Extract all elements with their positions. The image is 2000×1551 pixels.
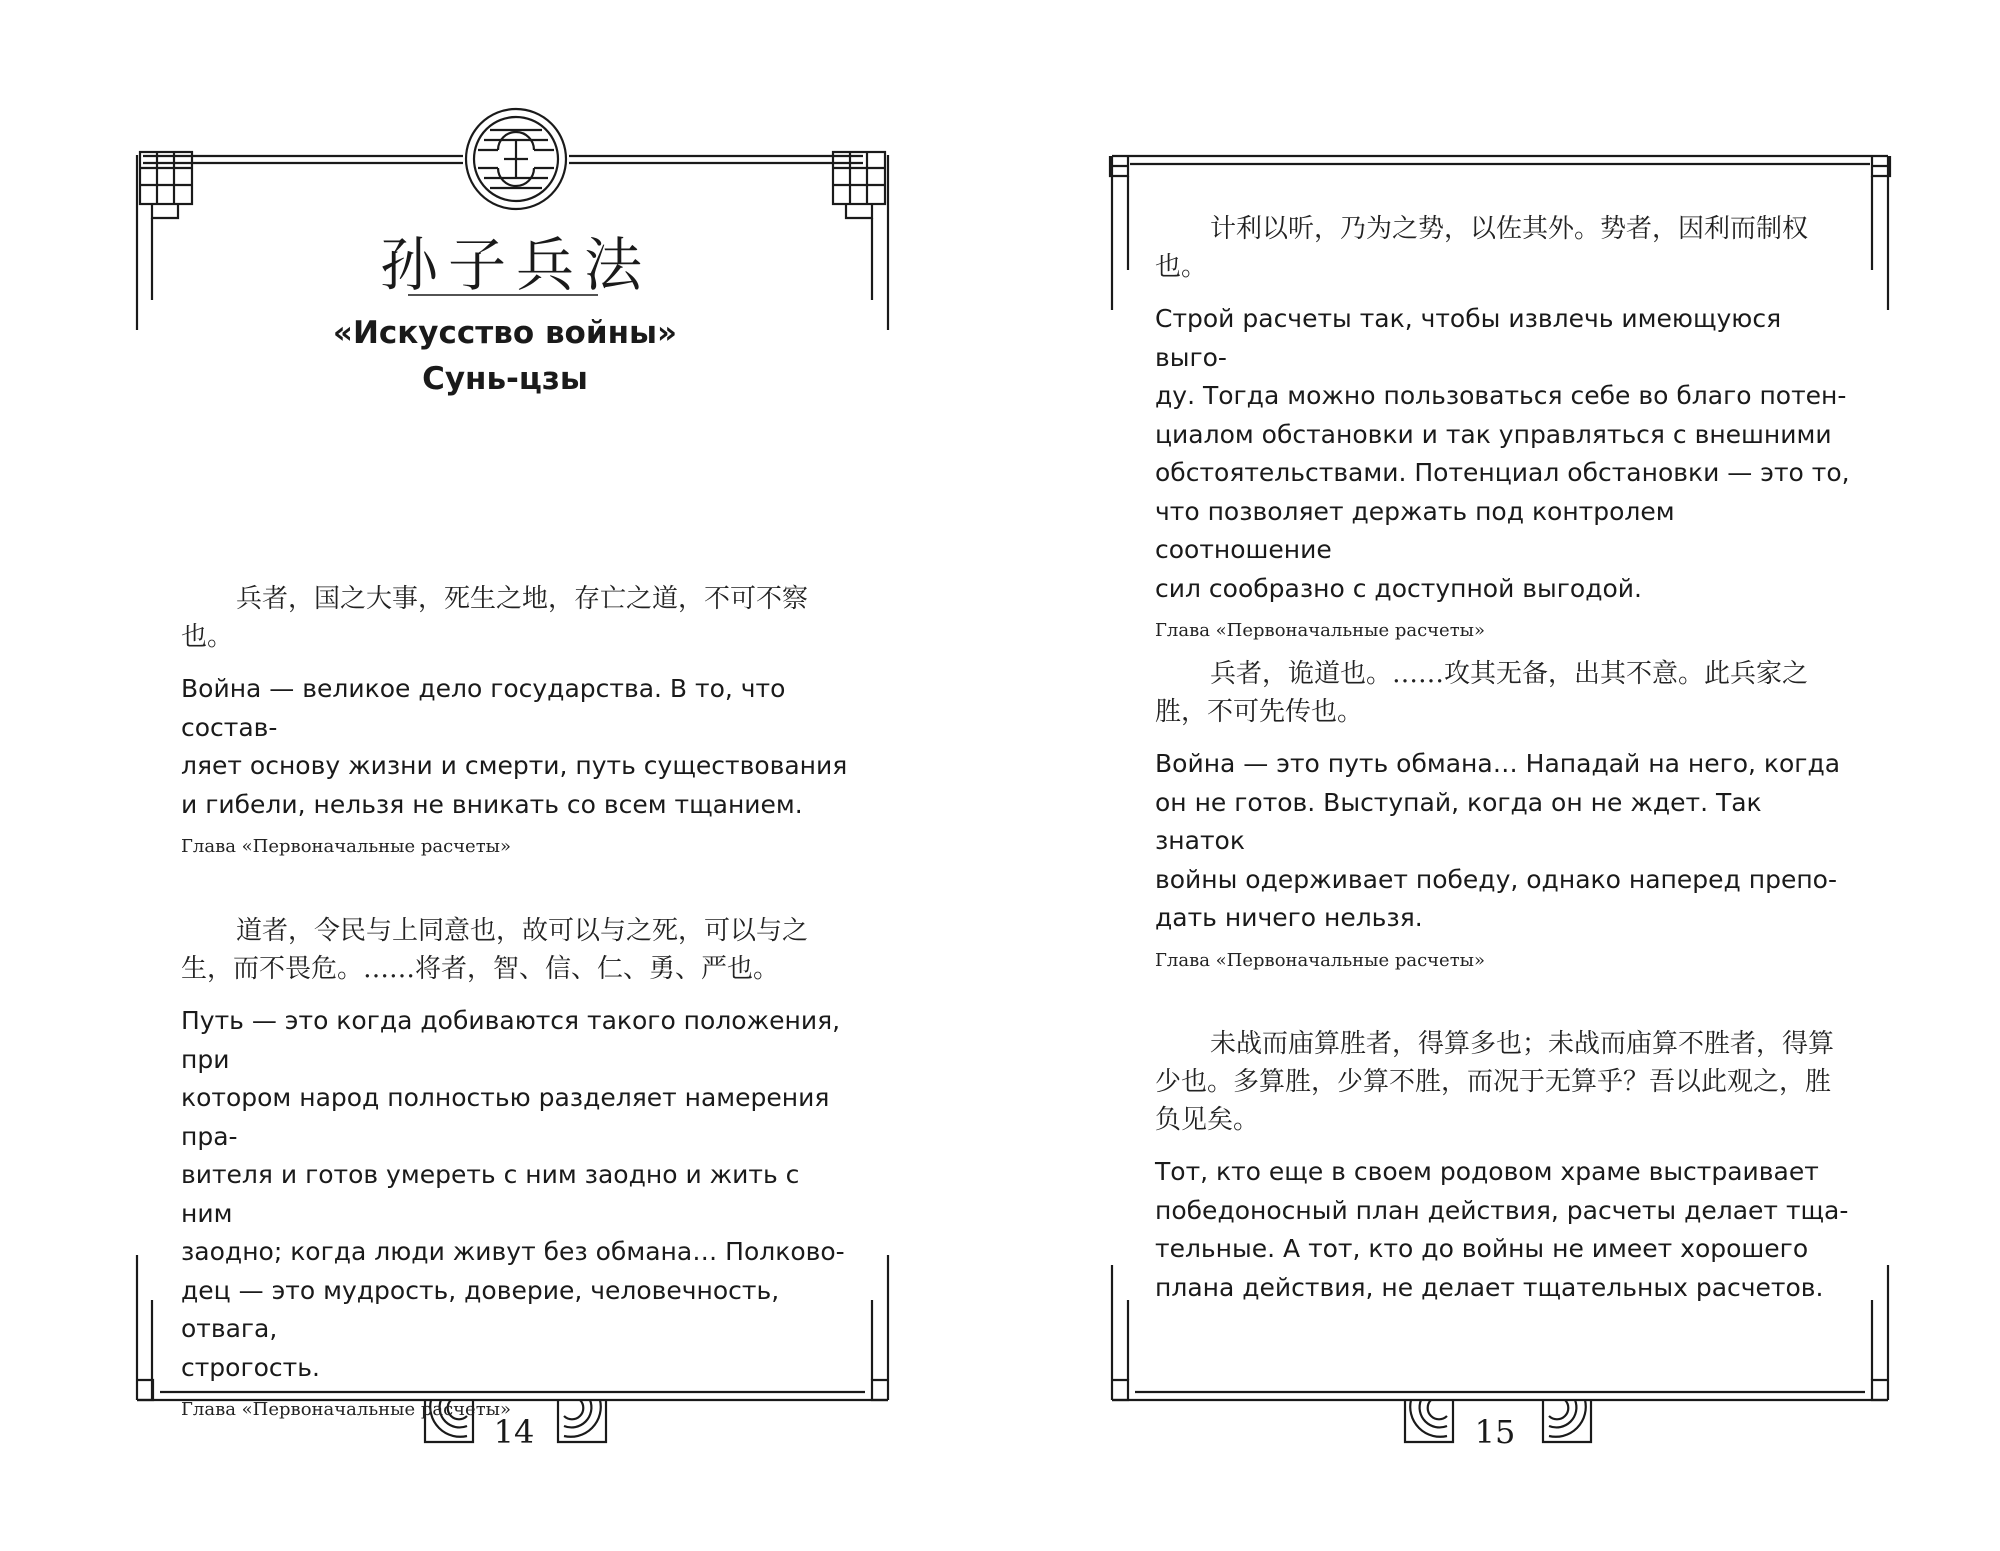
translation-line: Война — это путь обмана… Нападай на него, когда xyxy=(1155,749,1841,778)
quote-source: Глава «Первоначальные расчеты» xyxy=(1155,949,1486,971)
chinese-quote: 计利以听，乃为之势，以佐其外。势者，因利而制权也。 xyxy=(1155,214,1809,282)
quote-source: Глава «Первоначальные расчеты» xyxy=(1155,620,1486,641)
page-number: 15 xyxy=(1474,1413,1516,1451)
russian-translation xyxy=(1155,300,1855,608)
translation-line: дец — это мудрость, доверие, человечность, отвага, xyxy=(181,1275,780,1343)
quote-source: Глава «Первоначальные расчеты» xyxy=(181,836,512,857)
right-page xyxy=(1000,0,2000,1551)
bracket-ornament-icon xyxy=(1543,1400,1591,1442)
page-number: 14 xyxy=(493,1413,535,1451)
translation-line: обстоятельствами. Потенциал обстановки — это то, xyxy=(1155,458,1850,487)
translation-line: Тот, кто еще в своем родовом храме выстраивает xyxy=(1155,1157,1819,1186)
russian-title-line: «Искусство войны» xyxy=(332,315,678,351)
translation-line: дать ничего нельзя. xyxy=(1155,903,1423,932)
translation-line: циалом обстановки и так управляться с внешними xyxy=(1155,419,1832,449)
translation-line: ляет основу жизни и смерти, путь существования xyxy=(181,751,848,780)
translation-line: вителя и готов умереть с ним заодно и жить с ним xyxy=(181,1160,800,1228)
chinese-quote: 未战而庙算胜者，得算多也；未战而庙算不胜者，得算少也。多算胜，少算不胜，而况于无算乎？吾以此观之，胜负见矣。 xyxy=(1155,1029,1835,1135)
chinese-book-title: 孙子兵法 xyxy=(379,231,652,299)
translation-line: он не готов. Выступай, когда он не ждет. Так знаток xyxy=(1155,787,1762,855)
translation-line: что позволяет держать под контролем соотношение xyxy=(1155,496,1675,564)
longevity-medallion-icon xyxy=(466,109,566,209)
quote-block xyxy=(1155,655,1855,971)
translation-line: и гибели, нельзя не вникать со всем тщанием. xyxy=(181,789,803,819)
bracket-ornament-icon xyxy=(1405,1400,1453,1442)
quote-block xyxy=(1155,1025,1855,1307)
quote-source: Глава «Первоначальные расчеты» xyxy=(181,1399,512,1420)
corner-fretwork-icon xyxy=(833,152,888,330)
chinese-quote: 兵者，诡道也。……攻其无备，出其不意。此兵家之胜，不可先传也。 xyxy=(1155,659,1809,727)
russian-translation xyxy=(181,1002,851,1387)
frame-top-rail xyxy=(143,156,863,163)
quote-block xyxy=(181,912,851,1420)
russian-translation xyxy=(1155,1153,1855,1307)
corner-fretwork-icon xyxy=(137,152,192,330)
translation-line: Война — великое дело государства. В то, что состав- xyxy=(181,674,786,742)
translation-line: котором народ полностью разделяет намерения пра- xyxy=(181,1083,830,1151)
translation-line: заодно; когда люди живут без обмана… Полково- xyxy=(181,1237,845,1266)
chinese-quote: 道者，令民与上同意也，故可以与之死，可以与之生，而不畏危。……将者，智、信、仁、勇、严也。 xyxy=(181,916,809,984)
russian-book-title xyxy=(250,310,760,402)
translation-line: строгость. xyxy=(181,1352,320,1382)
russian-translation xyxy=(181,670,851,824)
translation-line: Строй расчеты так, чтобы извлечь имеющуюся выго- xyxy=(1155,304,1782,372)
translation-line: плана действия, не делает тщательных расчетов. xyxy=(1155,1272,1824,1302)
chinese-quote: 兵者，国之大事，死生之地，存亡之道，不可不察也。 xyxy=(181,584,809,652)
russian-translation xyxy=(1155,745,1855,938)
translation-line: ду. Тогда можно пользоваться себе во благо потен- xyxy=(1155,381,1847,410)
quote-block xyxy=(181,580,851,857)
translation-line: войны одерживает победу, однако наперед препо- xyxy=(1155,864,1837,894)
translation-line: Путь — это когда добиваются такого положения, при xyxy=(181,1006,841,1074)
translation-line: победоносный план действия, расчеты делает тща- xyxy=(1155,1195,1849,1225)
quote-block xyxy=(1155,210,1855,641)
russian-author-line: Сунь-цзы xyxy=(422,361,588,397)
translation-line: тельные. А тот, кто до войны не имеет хорошего xyxy=(1155,1234,1809,1263)
translation-line: сил сообразно с доступной выгодой. xyxy=(1155,573,1642,603)
